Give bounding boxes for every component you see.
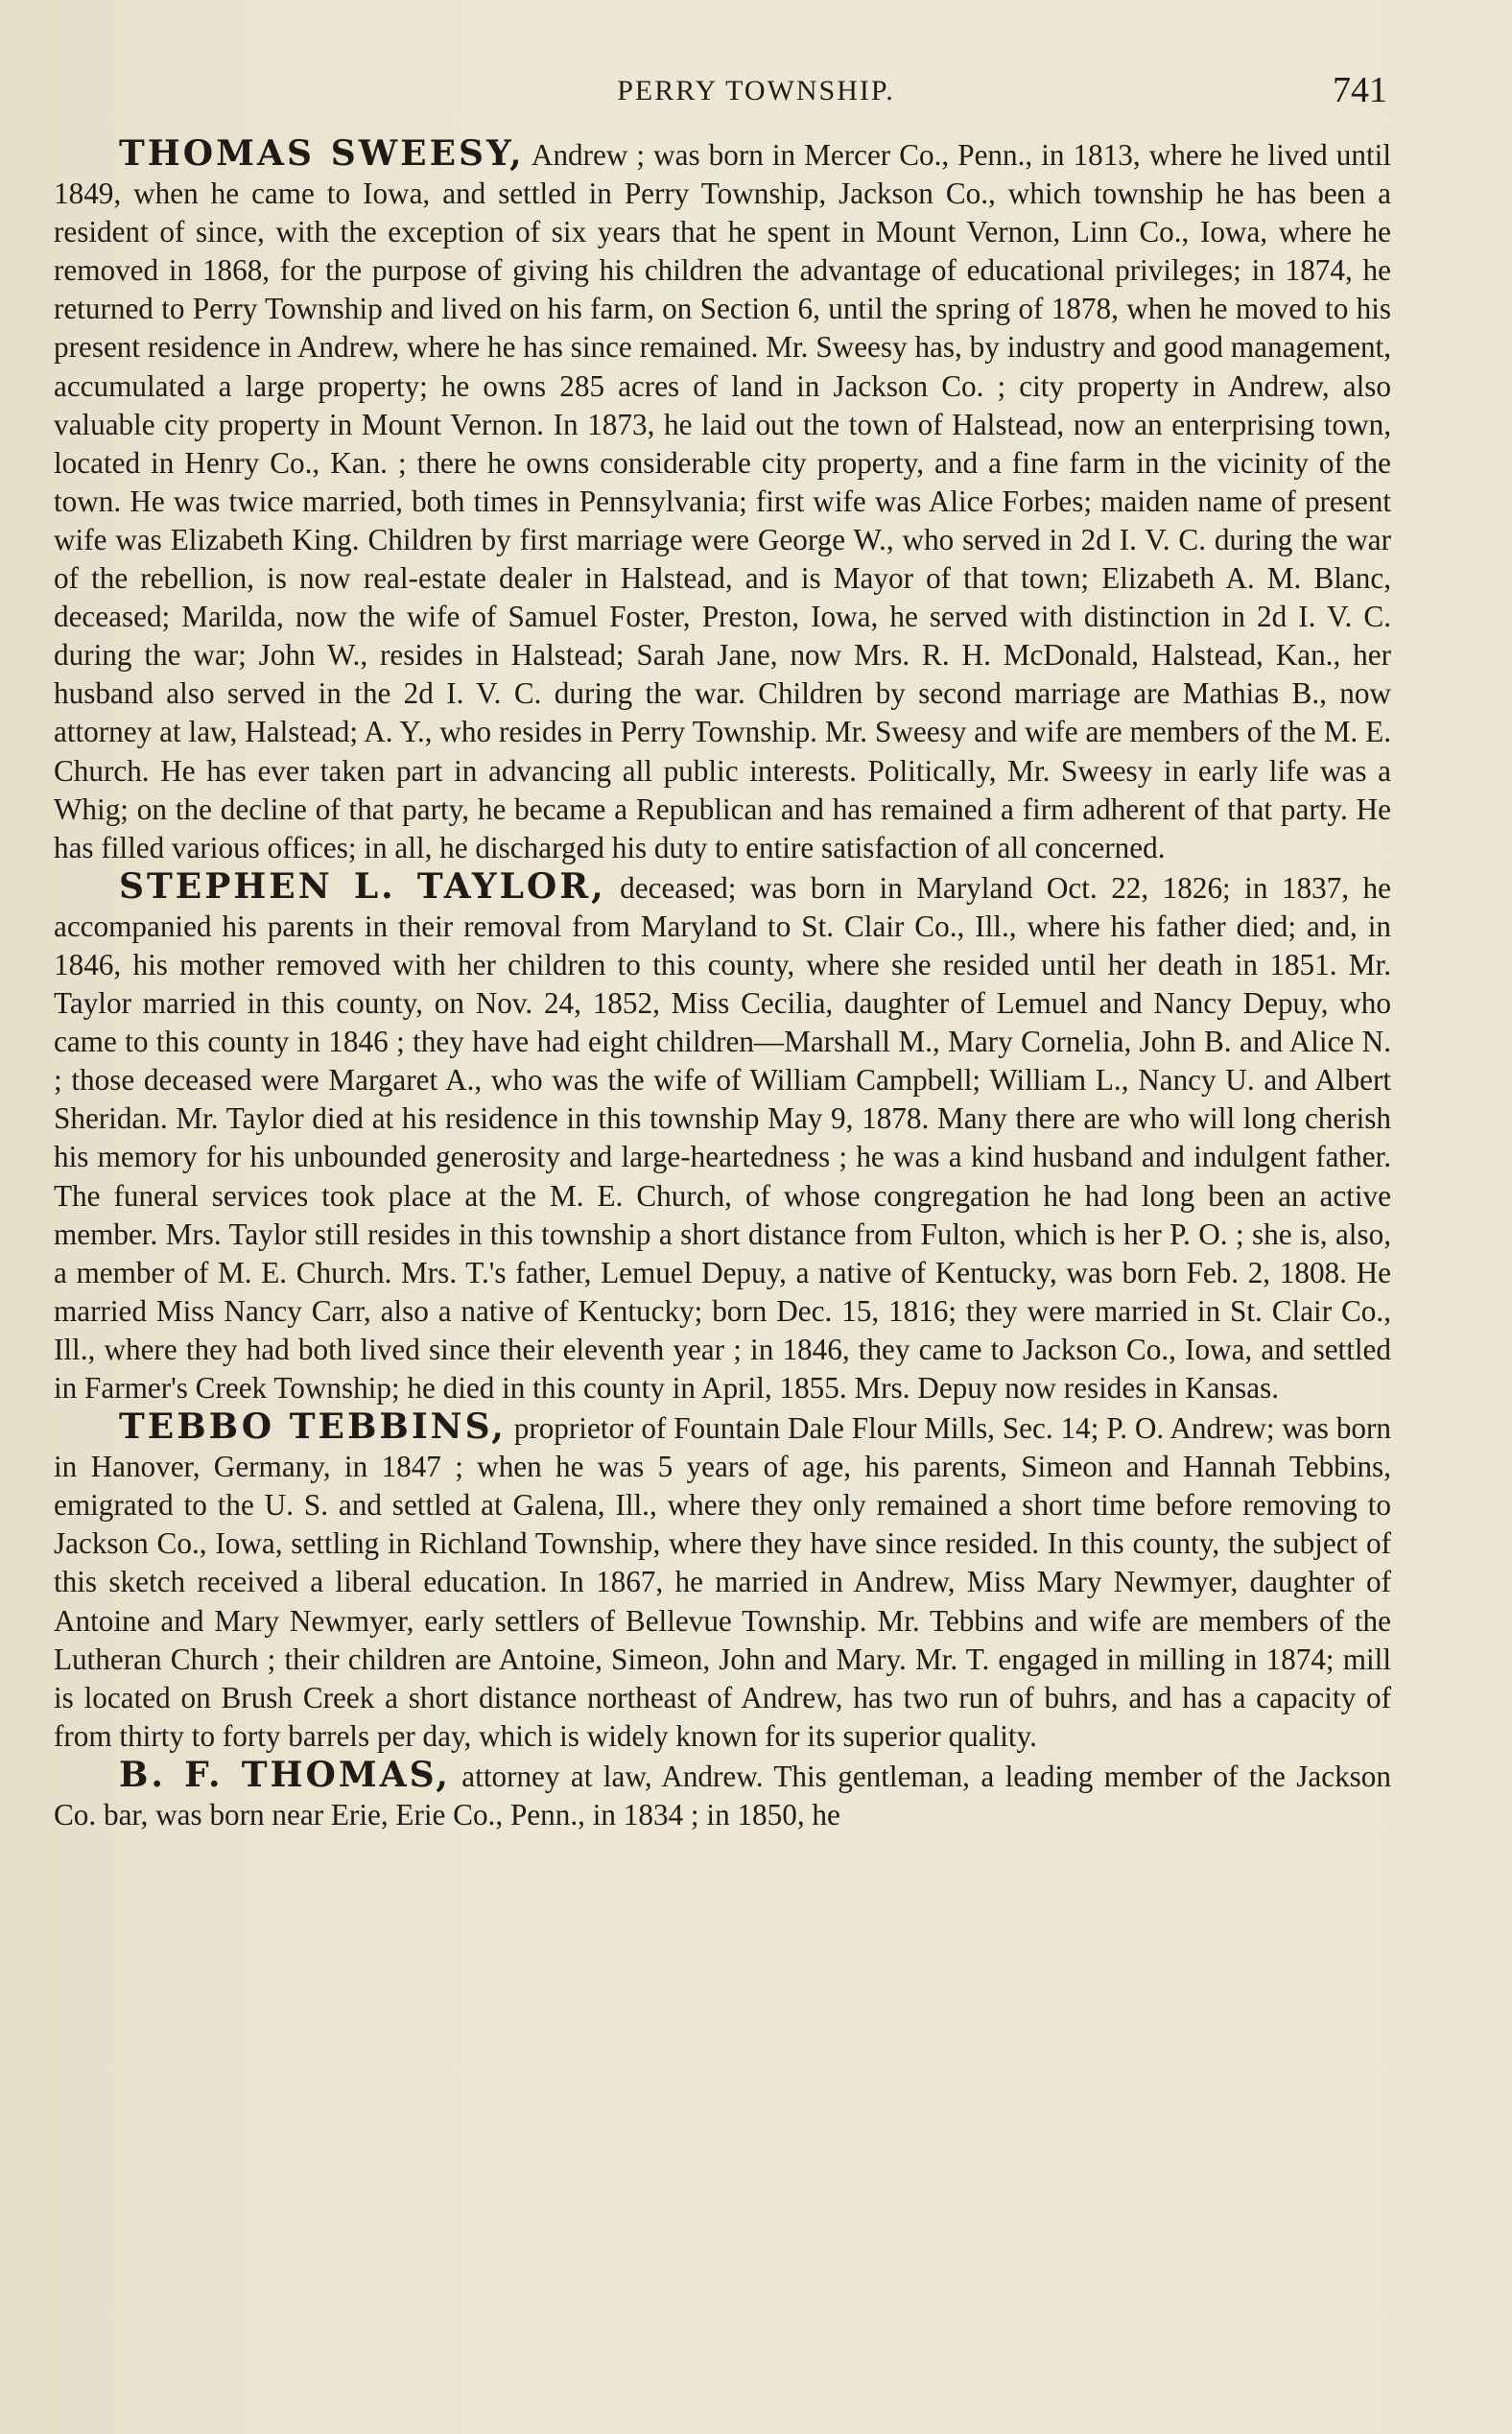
entry-text: deceased; was born in Maryland Oct. 22, 1826; in 1837, he accompanied his parents in their removal from Maryland to St. Clair Co., Ill., where his father died; and, in 1846, his mother removed with her children to this county, where she resided until her death in 1851. Mr. Taylor married in this county, on Nov. 24, 1852, Miss Cecilia, daughter of Lemuel and Nancy Depuy, who came to this county in 1846 ; they have had eight children—Marshall M., Mary Cornelia, John B. and Alice N. ; those deceased were Margaret A., who was the wife of William Campbell; William L., Nancy U. and Albert Sheridan. Mr. Taylor died at his residence in this township May 9, 1878. Many there are who will long cherish his memory for his unbounded generosity and large-heartedness ; he was a kind husband and indulgent father. The funeral services took place at the M. E. Church, of whose congregation he had long been an active member. Mrs. Taylor still resides in this township a short distance from Fulton, which is her P. O. ; she is, also, a member of M. E. Church. Mrs. T.'s father, Lemuel Depuy, a native of Kentucky, was born Feb. 2, 1808. He married Miss Nancy Carr, also a native of Kentucky; born Dec. 15, 1816; they were married in St. Clair Co., Ill., where they had both lived since their eleventh year ; in 1846, they came to Jackson Co., Iowa, and settled in Farmer's Creek Township; he died in this county in April, 1855. Mrs. Depuy now resides in Kansas. <box>54 870 1391 1405</box>
page-header-title: PERRY TOWNSHIP. <box>617 75 895 106</box>
entry-text: attorney at law, Andrew. This gentleman, a leading member of the Jackson Co. bar, was born near Erie, Erie Co., Penn., in 1834 ; in 1850, he <box>54 1759 1391 1832</box>
entry-text: proprietor of Fountain Dale Flour Mills, Sec. 14; P. O. Andrew; was born in Hanover, Germany, in 1847 ; when he was 5 years of age, his parents, Simeon and Hannah Tebbins, emigrated to the U. S. and settled at Galena, Ill., where they only remained a short time before removing to Jackson Co., Iowa, settling in Richland Township, where they have since resided. In this county, the subject of this sketch received a liberal education. In 1867, he married in Andrew, Miss Mary Newmyer, daughter of Antoine and Mary Newmyer, early settlers of Bellevue Township. Mr. Tebbins and wife are members of the Lutheran Church ; their children are Antoine, Simeon, John and Mary. Mr. T. engaged in milling in 1874; mill is located on Brush Creek a short distance northeast of Andrew, has two run of buhrs, and has a capacity of from thirty to forty barrels per day, which is widely known for its superior quality. <box>54 1411 1391 1753</box>
biography-entry <box>54 867 1391 1407</box>
entry-name: STEPHEN L. TAYLOR, <box>119 865 606 907</box>
biography-entry <box>54 1407 1391 1756</box>
running-head <box>0 69 1512 117</box>
page-body <box>54 134 1391 1834</box>
entry-name: B. F. THOMAS, <box>119 1754 451 1795</box>
entry-text: Andrew ; was born in Mercer Co., Penn., in 1813, where he lived until 1849, when he came to Iowa, and settled in Perry Township, Jackson Co., which township he has been a resident of since, with the exception of six years that he spent in Mount Vernon, Linn Co., Iowa, where he removed in 1868, for the purpose of giving his children the advantage of educational privileges; in 1874, he returned to Perry Township and lived on his farm, on Section 6, until the spring of 1878, when he moved to his present residence in Andrew, where he has since remained. Mr. Sweesy has, by industry and good management, accumulated a large property; he owns 285 acres of land in Jackson Co. ; city property in Andrew, also valuable city property in Mount Vernon. In 1873, he laid out the town of Halstead, now an enterprising town, located in Henry Co., Kan. ; there he owns considerable city property, and a fine farm in the vicinity of the town. He was twice married, both times in Pennsylvania; first wife was Alice Forbes; maiden name of present wife was Elizabeth King. Children by first marriage were George W., who served in 2d I. V. C. during the war of the rebellion, is now real-estate dealer in Halstead, and is Mayor of that town; Elizabeth A. M. Blanc, deceased; Marilda, now the wife of Samuel Foster, Preston, Iowa, he served with distinction in 2d I. V. C. during the war; John W., resides in Halstead; Sarah Jane, now Mrs. R. H. McDonald, Halstead, Kan., her husband also served in the 2d I. V. C. during the war. Children by second marriage are Mathias B., now attorney at law, Halstead; A. Y., who resides in Perry Township. Mr. Sweesy and wife are members of the M. E. Church. He has ever taken part in advancing all public interests. Politically, Mr. Sweesy in early life was a Whig; on the decline of that party, he became a Republican and has remained a firm adherent of that party. He has filled various offices; in all, he discharged his duty to entire satisfaction of all concerned. <box>54 138 1391 864</box>
entry-name: THOMAS SWEESY, <box>119 133 525 174</box>
biography-entry <box>54 1756 1391 1834</box>
biography-entry <box>54 134 1391 867</box>
page-number: 741 <box>1333 70 1387 110</box>
entry-name: TEBBO TEBBINS, <box>119 1406 507 1448</box>
